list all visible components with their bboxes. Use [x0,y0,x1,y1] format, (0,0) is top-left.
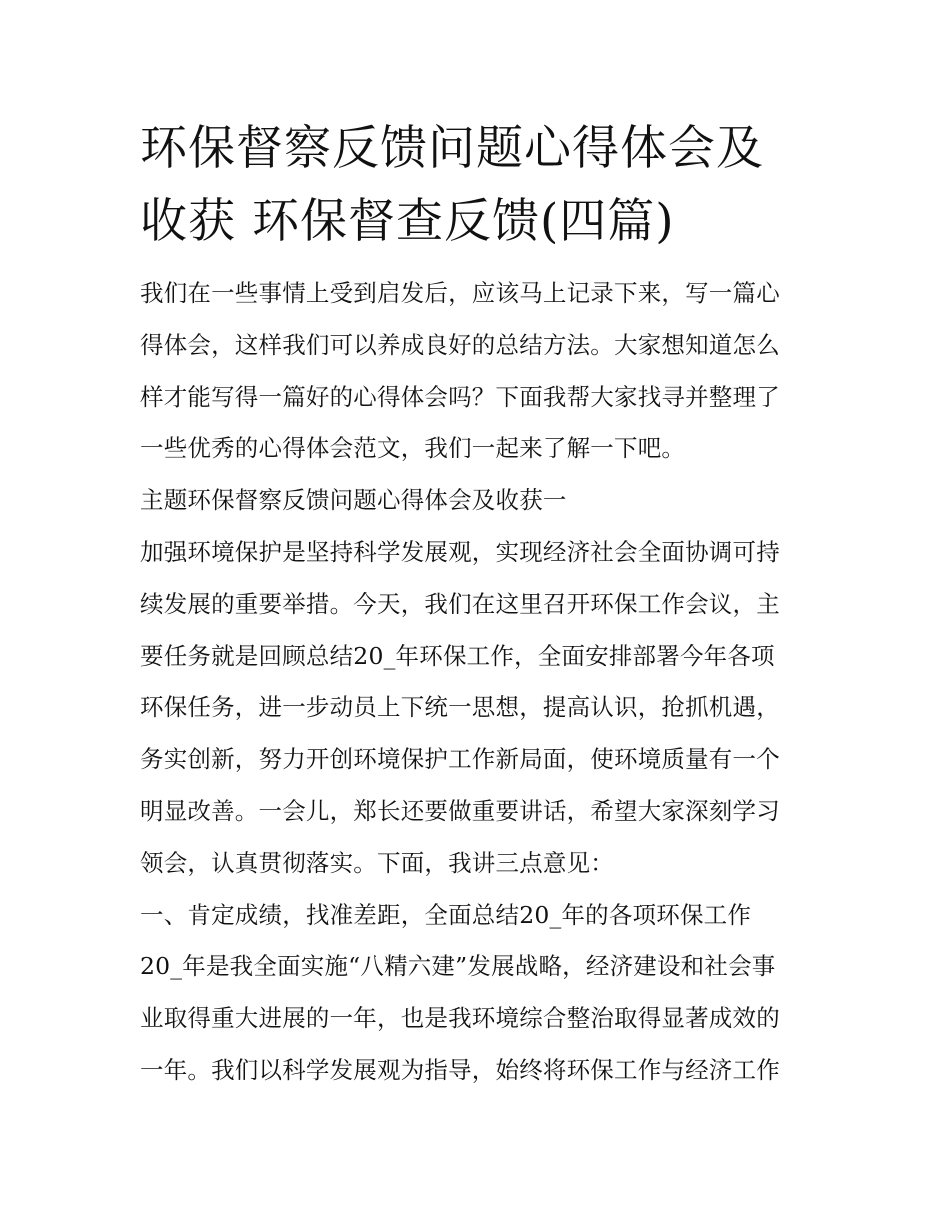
body-line: 一些优秀的心得体会范文，我们一起来了解一下吧。 [140,434,686,463]
body-line: 明显改善。一会儿，郑长还要做重要讲话，希望大家深刻学习 [140,796,780,825]
document-body [140,268,815,1097]
body-line: 环保任务，进一步动员上下统一思想，提高认识，抢抓机遇， [140,693,780,722]
body-line: 业取得重大进展的一年，也是我环境综合整治取得显著成效的 [140,1004,780,1033]
body-line: 得体会，这样我们可以养成良好的总结方法。大家想知道怎么 [140,330,780,359]
document-content [140,112,815,1097]
title-line: 环保督察反馈问题心得体会及 [140,121,764,176]
section-heading: 主题环保督察反馈问题心得体会及收获一 [140,486,567,515]
document-title [140,112,815,258]
body-line: 领会，认真贯彻落实。下面，我讲三点意见： [140,848,614,877]
body-line: 20_年是我全面实施“八精六建”发展战略，经济建设和社会事 [140,952,776,981]
body-line: 要任务就是回顾总结20_年环保工作，全面安排部署今年各项 [140,641,775,670]
body-line: 样才能写得一篇好的心得体会吗？下面我帮大家找寻并整理了 [140,382,780,411]
title-line: 收获 环保督查反馈(四篇) [140,194,675,249]
section-heading: 一、肯定成绩，找准差距，全面总结20_年的各项环保工作 [140,900,752,929]
body-line: 续发展的重要举措。今天，我们在这里召开环保工作会议，主 [140,589,780,618]
body-line: 我们在一些事情上受到启发后，应该马上记录下来，写一篇心 [140,279,780,307]
body-line: 加强环境保护是坚持科学发展观，实现经济社会全面协调可持 [140,537,780,566]
body-line: 一年。我们以科学发展观为指导，始终将环保工作与经济工作 [140,1055,780,1084]
body-line: 务实创新，努力开创环境保护工作新局面，使环境质量有一个 [140,745,780,774]
